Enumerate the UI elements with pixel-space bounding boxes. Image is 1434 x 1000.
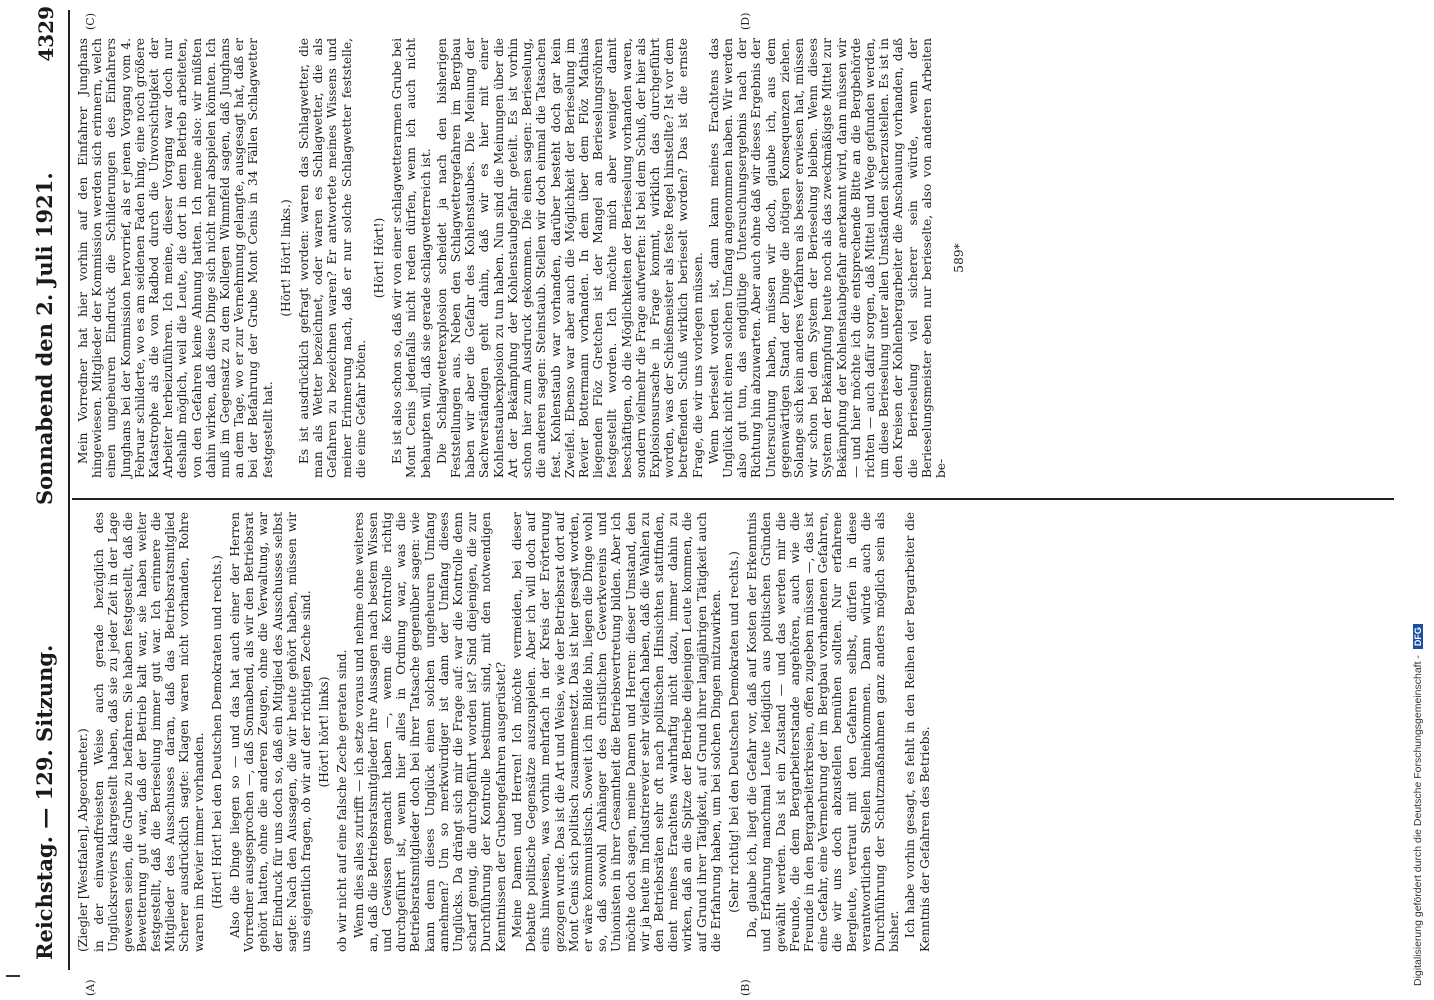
paragraph: Wenn dies alles zutrifft — ich setze voraus und nehme ohne weiteres an, daß die Betriebsratsmitglieder ihre Aussagen nach bestem Wissen und Gewissen gemacht haben —, wenn die Kontrolle richtig durchgeführt ist, wenn hier alles in Ordnung war, was die Betriebsratsmitglieder doch bei ihrer Tatsache gegenüber sagen: wie kann denn dieses Unglück einen solchen ungeheuren Umfang annehmen? Um so merkwürdiger ist dann der Umfang dieses Unglücks. Da drängt sich mir die Frage auf: war die Kontrolle denn scharf genug, die durchgeführt worden ist? Sind diejenigen, die zur Durchführung der Kontrolle bestimmt sind, mit den notwendigen Kenntnissen der Grubengefahren ausgerüstet?: [351, 512, 508, 952]
paragraph: Es ist ausdrücklich gefragt worden: waren das Schlagwetter, die man als Wetter bezeichnet, oder waren es Schlagwetter, die als Gefahren zu bezeichnen waren? Er antwortete meines Wissens und meiner Erinnerung nach, daß er nur solche Schlagwetter feststelle, die eine Gefahr böten.: [297, 38, 368, 478]
paragraph: Mein Vorredner hat hier vorhin auf den Einfahrer Junghans hingewiesen. Mitglieder der Kommission werden sich erinnern, welch einen ungeheuren Eindruck die Schilderungen des Einfahrers Junghans bei der Kommission hervorrief, als er jenen Vorgang vom 4. Februar schilderte, wo es am seidenen Faden hing, eine noch größere Katastrophe als die von Radbod durch die Unvorsichtigkeit der Arbeiter herbeizuführen. Ich meine, dieser Vorgang war doch nur deshalb möglich, weil die Leute, die dort in dem Betrieb arbeiteten, von den Gefahren keine Ahnung hatten. Ich meine also: wir müßten dahin wirken, daß diese Dinge sich nicht mehr abspielen könnten. Ich muß im Gegensatz zu dem Kollegen Wimmfeld sagen, daß Junghans an dem Tage, wo er zur Vernehmung gelangte, ausgesagt hat, daß er bei der Befahrung der Grube Mont Cenis in 34 Fällen Schlagwetter festgestellt hat.: [76, 38, 275, 478]
paragraph: ob wir nicht auf eine falsche Zeche geraten sind.: [335, 649, 350, 952]
paragraph: Ich habe vorhin gesagt, es fehlt in den Reihen der Bergarbeiter die Kenntnis der Gefahren des Betriebs.: [903, 512, 932, 952]
paragraph: Also die Dinge liegen so — und das hat auch einer der Herren Vorredner ausgesprochen —, daß Sonnabend, als wir den Betriebsrat gehört hatten, ohne die anderen Zeugen, ohne die Verwaltung, war der Eindruck für uns doch so, daß ein Mitglied des Ausschusses selbst sagte: Nach den Aussagen, die wir heute gehört haben, müssen wir uns eigentlich fragen, ob wir auf der richtigen Zeche sind.: [228, 512, 314, 952]
interjection: (Hört! hört! links): [317, 676, 332, 788]
paragraph: Wenn berieselt worden ist, dann kann meines Erachtens das Unglück nicht einen solchen Umfang angenommen haben. Wir werden also gut tun, das endgültige Untersuchungsergebnis nach der Richtung hin abzuwarten. Aber auch ohne daß wir dieses Ergebnis der Untersuchung haben, müssen wir doch, glaube ich, aus dem gegenwärtigen Stand der Dinge die nötigen Konsequenzen ziehen. Solange sich kein anderes Verfahren als besser erwiesen hat, müssen wir schon bei dem System der Berieselung bleiben. Wenn dieses System der Bekämpfung heute noch als das zweckmäßigste Mittel zur Bekämpfung der Kohlenstaubgefahr anerkannt wird, dann müssen wir — und hier möchte ich die entsprechende Bitte an die Bergbehörde richten — auch dafür sorgen, daß Mittel und Wege gefunden werden, um diese Berieselung unter allen Umständen sicherzustellen. Es ist in den Kreisen der Kohlenbergarbeiter die Anschauung vorhanden, daß die Berieselung viel sicherer sein würde, wenn der Berieselungsmeister eben nur berieselte, also von anderen Arbeiten be-: [706, 38, 948, 478]
margin-marker-c: (C): [84, 13, 97, 30]
page-number: 4329: [34, 6, 58, 62]
paragraph: Es ist also schon so, daß wir von einer schlagwetterarmen Grube bei Mont Cenis jedenfalls nicht reden dürfen, wenn ich auch nicht behaupten will, daß sie gerade schlagwetterreich ist.: [390, 37, 433, 478]
margin-marker-a: (A): [84, 979, 97, 996]
page-rotated: [24, 0, 1404, 1000]
column-right: [76, 38, 970, 478]
header-rule: [68, 10, 70, 970]
digitization-credit: [1412, 8, 1430, 992]
paragraph: Da, glaube ich, liegt die Gefahr vor, daß auf Kosten der Erkenntnis und Erfahrung manchmal Leute lediglich aus politischen Gründen gewählt werden. Das ist ein Zustand — und das werden mir die Freunde, die dem Bergarbeiterstande angehören, auch wie die Freunde in den Bergarbeiterkreisen, offen zugeben müssen —, das ist eine Gefahr, eine Vermehrung der im Bergbau vorhandenen Gefahren, die wir uns doch abzustellen bemühen sollten. Nur erfahrene Bergleute, vertraut mit den Gefahren selbst, dürfen in diese verantwortlichen Stellen hineinkommen. Dann würde auch die Durchführung der Schutzmaßnahmen ganz anders möglich sein als bisher.: [745, 512, 902, 952]
header-left-title: Reichstag. — 129. Sitzung.: [32, 644, 57, 960]
interjection: (Hört! Hört! links.): [278, 199, 293, 317]
paragraph: Meine Damen und Herren! Ich möchte vermeiden, bei dieser Debatte politische Gegensätze auszuspielen. Aber ich will doch auf eins hinweisen, was vorhin mehrfach in der Kreis der Erörterung gezogen wurde. Das ist die Art und Weise, wie der Betriebsrat dort auf Mont Cenis sich politisch zusammensetzt. Das ist hier gesagt worden, er wäre kommunistisch. Soweit ich im Bilde bin, liegen die Dinge wohl so, daß sowohl Anhänger des christlichen Gewerkvereins und Unionisten in ihrer Gesamtheit die Betriebsvertretung bilden. Aber ich möchte doch sagen, meine Damen und Herren: dieser Umstand, den wir ja heute im Industrierevier sehr vielfach haben, daß die Wahlen zu den Betriebsräten sehr oft nach politischen Hinsichten stattfinden, dient meines Erachtens wahrhaftig nicht dazu, immer dahin zu wirken, daß an die Spitze der Betriebe diejenigen Leute kommen, die auf Grund ihrer Tätigkeit, auf Grund ihrer langjährigen Tätigkeit auch die Erfahrung haben, um bei solchen Dingen mitzuwirken.: [509, 512, 723, 952]
interjection: (Sehr richtig! bei den Deutschen Demokraten und rechts.): [726, 551, 741, 913]
credit-text: Digitalisierung gefördert durch die Deutsche Forschungsgemeinschaft -: [1412, 655, 1424, 986]
speaker-label: (Ziegler [Westfalen], Abgeordneter.): [76, 728, 90, 952]
dfg-logo: DFG: [1413, 624, 1423, 649]
column-left: [76, 512, 934, 952]
margin-marker-b: (B): [739, 979, 752, 996]
page-header: [24, 0, 70, 1000]
paragraph: Die Schlagwetterexplosion scheidet ja nach den bisherigen Feststellungen aus. Neben den Schlagwettergefahren im Bergbau haben wir aber die Gefahr des Kohlenstaubes. Die Meinung der Sachverständigen geht dahin, daß wir es hier mit einer Kohlenstaubexplosion zu tun haben. Nun sind die Meinungen über die Art der Bekämpfung der Kohlenstaubgefahr geteilt. Es ist vorhin schon hier zum Ausdruck gekommen. Die einen sagen: Berieselung, die anderen sagen: Steinstaub. Stellen wir doch einmal die Tatsachen fest. Kohlenstaub war vorhanden, darüber besteht doch gar kein Zweifel. Ebenso war aber auch die Möglichkeit der Berieselung im Revier Bottermann vorhanden. In dem über dem Flöz Mathias liegenden Flöz Gretchen ist der Mangel an Berieselungsröhren festgestellt worden. Ich möchte mich aber weniger damit beschäftigen, ob die Möglichkeiten der Berieselung vorhanden waren, sondern vielmehr die Frage aufwerfen: Ist bei dem Schuß, der hier als Explosionsursache in Frage kommt, wirklich das durchgeführt worden, was der Schießmeister als feste Regel hinstellte? Ist vor dem betreffenden Schuß wirklich berieselt worden? Das ist die ernste Frage, die wir uns vorlegen müssen.: [434, 38, 705, 478]
margin-marker-d: (D): [739, 12, 752, 30]
paragraph: in der einwandfreiesten Weise auch gerade bezüglich des Unglücksreviers klargestellt haben, daß sie zu jeder Zeit in der Lage gewesen seien, die Grube zu befahren. Sie haben festgestellt, daß die Bewetterung gut war, daß der Betrieb kalt war, sie haben weiter festgestellt, daß die Berieselung immer gut war. Ich erinnere die Mitglieder des Ausschusses daran, daß das Betriebsratsmitglied Scherer ausdrücklich sagte: Klagen waren nicht vorhanden, Rohre waren im Revier immer vorhanden.: [92, 512, 206, 952]
column-divider: [72, 498, 1394, 500]
page-footer-signature: 589*: [952, 243, 967, 273]
interjection: (Hört! Hört!): [372, 217, 387, 299]
corner-mark: [6, 975, 20, 977]
interjection: (Hört! Hört! bei den Deutschen Demokraten und rechts.): [209, 555, 224, 909]
header-right-title: Sonnabend den 2. Juli 1921.: [32, 172, 57, 505]
